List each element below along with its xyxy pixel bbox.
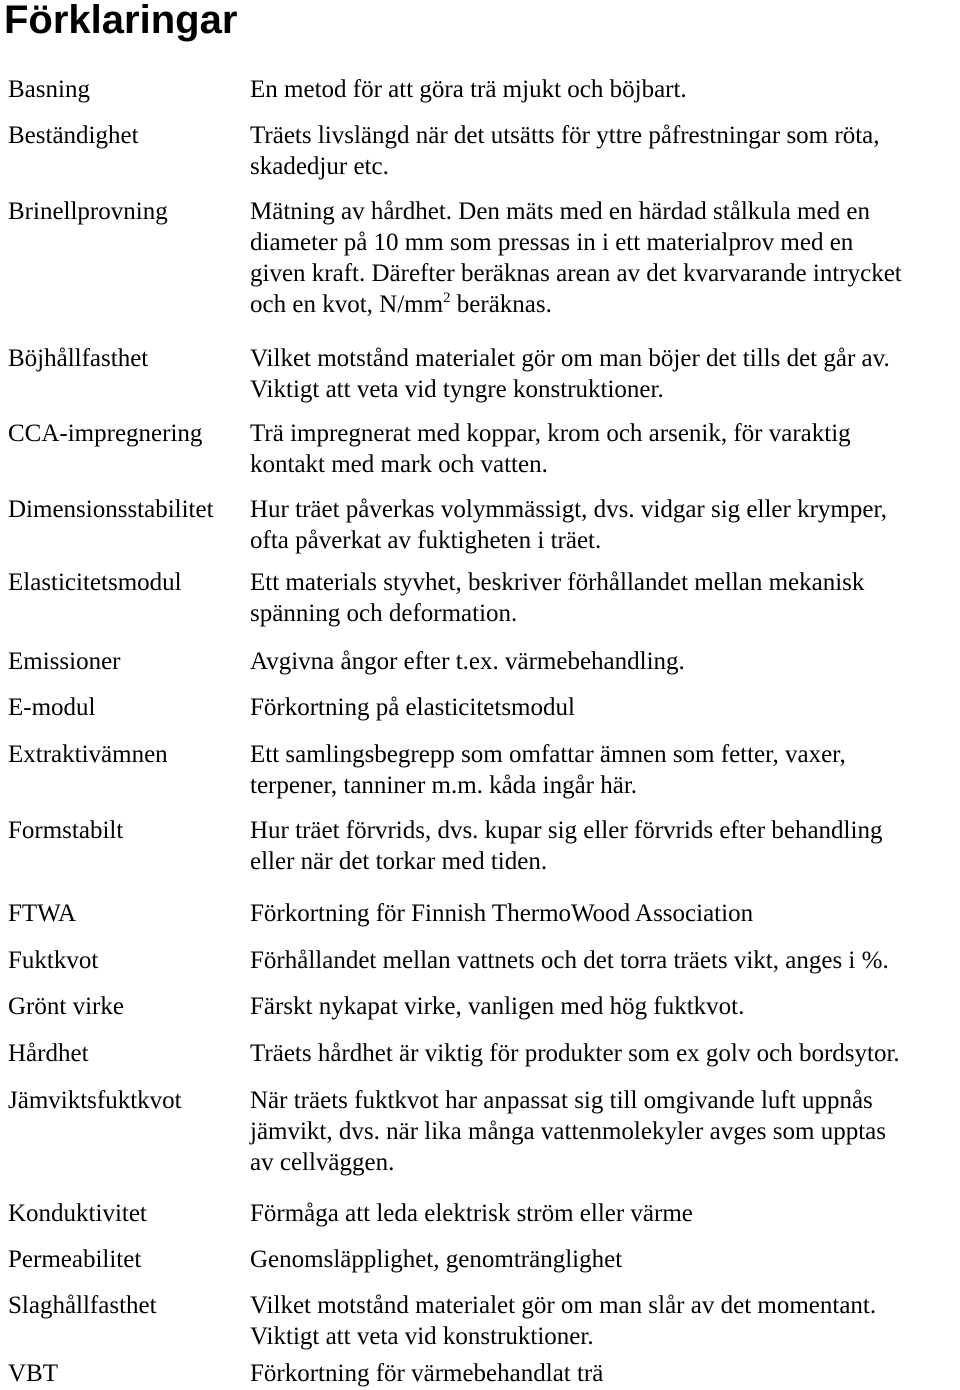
definition-line: ofta påverkat av fuktigheten i träet. <box>250 527 602 554</box>
definition-bojhallfasthet <box>250 343 890 405</box>
definition-vbt <box>250 1358 603 1389</box>
unit-text: och en kvot, N/mm <box>250 291 444 318</box>
definition-line: Vilket motstånd materialet gör om man böjer det tills det går av. <box>250 345 890 372</box>
term-cca-impregnering: CCA-impregnering <box>8 420 203 447</box>
definition-formstabilt <box>250 815 882 877</box>
term-hardhet: Hårdhet <box>8 1040 89 1067</box>
definition-line: kontakt med mark och vatten. <box>250 451 548 478</box>
definition-slaghallfasthet <box>250 1290 876 1352</box>
term-extraktivamnen: Extraktivämnen <box>8 741 168 768</box>
term-slaghallfasthet: Slaghållfasthet <box>8 1292 157 1319</box>
definition-line: av cellväggen. <box>250 1149 395 1176</box>
definition-permeabilitet <box>250 1244 622 1275</box>
unit-text-tail: beräknas. <box>450 291 552 318</box>
term-emissioner: Emissioner <box>8 648 121 675</box>
definition-dimensionsstabilitet <box>250 494 887 556</box>
definition-line: given kraft. Därefter beräknas arean av det kvarvarande intrycket <box>250 260 902 287</box>
definition-emissioner <box>250 646 685 677</box>
definition-jamviktsfuktkvot <box>250 1085 886 1178</box>
definition-line: Förhållandet mellan vattnets och det torra träets vikt, anges i %. <box>250 947 889 974</box>
term-vbt: VBT <box>8 1360 58 1387</box>
term-fuktkvot: Fuktkvot <box>8 947 99 974</box>
definition-line: När träets fuktkvot har anpassat sig till omgivande luft uppnås <box>250 1087 873 1114</box>
definition-line: Träets hårdhet är viktig för produkter som ex golv och bordsytor. <box>250 1040 900 1067</box>
definition-ftwa <box>250 898 753 929</box>
term-permeabilitet: Permeabilitet <box>8 1246 142 1273</box>
definition-basning <box>250 74 687 105</box>
definition-line: Ett materials styvhet, beskriver förhållandet mellan mekanisk <box>250 569 865 596</box>
term-gront-virke: Grönt virke <box>8 993 124 1020</box>
definition-line: Avgivna ångor efter t.ex. värmebehandling. <box>250 648 685 675</box>
definition-line: skadedjur etc. <box>250 153 389 180</box>
definition-e-modul <box>250 692 575 723</box>
term-dimensionsstabilitet: Dimensionsstabilitet <box>8 496 214 523</box>
definition-elasticitetsmodul <box>250 567 864 629</box>
definition-line: Genomsläpplighet, genomtränglighet <box>250 1246 623 1273</box>
term-bestandighet: Beständighet <box>8 122 139 149</box>
definition-line: Förkortning för värmebehandlat trä <box>250 1360 604 1387</box>
definition-line: eller när det torkar med tiden. <box>250 848 548 875</box>
definition-line: Färskt nykapat virke, vanligen med hög fuktkvot. <box>250 993 745 1020</box>
term-basning: Basning <box>8 76 90 103</box>
definition-bestandighet <box>250 120 880 182</box>
definition-line: Träets livslängd när det utsätts för yttre påfrestningar som röta, <box>250 122 880 149</box>
definition-line: jämvikt, dvs. när lika många vattenmolekyler avges som upptas <box>250 1118 886 1145</box>
definition-line: Hur träet påverkas volymmässigt, dvs. vidgar sig eller krymper, <box>250 496 888 523</box>
definition-line: En metod för att göra trä mjukt och böjbart. <box>250 76 687 103</box>
definition-line: Förkortning för Finnish ThermoWood Association <box>250 900 754 927</box>
definition-line: Förkortning på elasticitetsmodul <box>250 694 575 721</box>
unit-superscript: 2 <box>443 290 451 306</box>
term-bojhallfasthet: Böjhållfasthet <box>8 345 149 372</box>
definition-line: diameter på 10 mm som pressas in i ett materialprov med en <box>250 229 854 256</box>
definition-line-with-superscript <box>250 289 902 320</box>
definition-line: Förmåga att leda elektrisk ström eller värme <box>250 1200 693 1227</box>
definition-line: Viktigt att veta vid konstruktioner. <box>250 1323 594 1350</box>
definition-line: Viktigt att veta vid tyngre konstruktioner. <box>250 376 664 403</box>
term-ftwa: FTWA <box>8 900 77 927</box>
definition-brinellprovning <box>250 196 902 320</box>
definition-konduktivitet <box>250 1198 693 1229</box>
definition-cca-impregnering <box>250 418 851 480</box>
term-formstabilt: Formstabilt <box>8 817 124 844</box>
term-konduktivitet: Konduktivitet <box>8 1200 147 1227</box>
definition-gront-virke <box>250 991 744 1022</box>
term-jamviktsfuktkvot: Jämviktsfuktkvot <box>8 1087 182 1114</box>
definition-line: Ett samlingsbegrepp som omfattar ämnen som fetter, vaxer, <box>250 741 846 768</box>
definition-line: Mätning av hårdhet. Den mäts med en härdad stålkula med en <box>250 198 870 225</box>
term-e-modul: E-modul <box>8 694 96 721</box>
term-brinellprovning: Brinellprovning <box>8 198 168 225</box>
page-title: Förklaringar <box>4 0 238 42</box>
term-elasticitetsmodul: Elasticitetsmodul <box>8 569 182 596</box>
definition-fuktkvot <box>250 945 889 976</box>
definition-line: Hur träet förvrids, dvs. kupar sig eller förvrids efter behandling <box>250 817 883 844</box>
definition-line: terpener, tanniner m.m. kåda ingår här. <box>250 772 638 799</box>
definition-line: Trä impregnerat med koppar, krom och arsenik, för varaktig <box>250 420 851 447</box>
definition-line: Vilket motstånd materialet gör om man slår av det momentant. <box>250 1292 877 1319</box>
definition-line: spänning och deformation. <box>250 600 518 627</box>
definition-hardhet <box>250 1038 900 1069</box>
definition-extraktivamnen <box>250 739 846 801</box>
